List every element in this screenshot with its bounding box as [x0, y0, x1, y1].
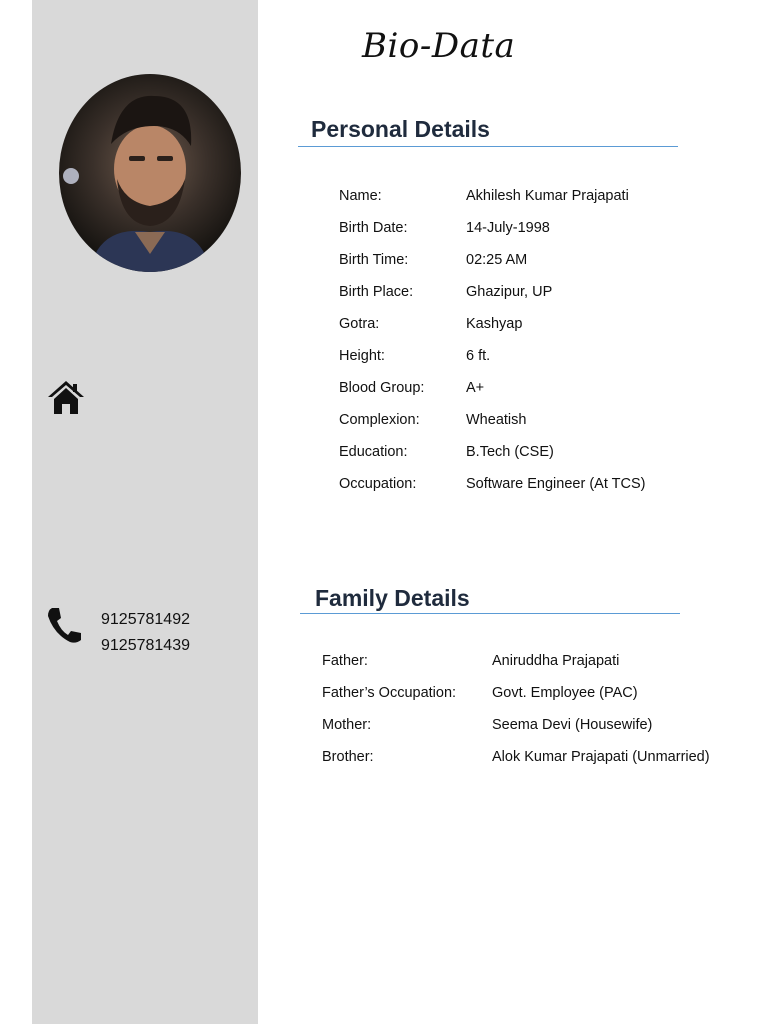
detail-label: Complexion: [339, 412, 420, 428]
detail-value: Govt. Employee (PAC) [492, 685, 638, 701]
detail-label: Occupation: [339, 476, 417, 492]
detail-label: Name: [339, 188, 382, 204]
profile-photo [59, 74, 241, 272]
detail-label: Brother: [322, 749, 374, 765]
detail-label: Father’s Occupation: [322, 685, 457, 701]
detail-label: Mother: [322, 717, 372, 733]
detail-value: 14-July-1998 [466, 220, 550, 236]
detail-value: Kashyap [466, 316, 523, 332]
family-details-heading: Family Details [315, 585, 470, 611]
personal-details-heading: Personal Details [311, 116, 490, 142]
phone-numbers [101, 607, 190, 659]
phone-number: 9125781439 [101, 637, 190, 654]
detail-value: Software Engineer (At TCS) [466, 476, 646, 492]
detail-value: A+ [466, 380, 485, 396]
detail-value: Aniruddha Prajapati [492, 653, 620, 669]
detail-label: Birth Place: [339, 284, 414, 300]
detail-label: Father: [322, 653, 368, 669]
detail-value: Ghazipur, UP [466, 284, 553, 300]
detail-value: 02:25 AM [466, 252, 528, 268]
detail-value: Wheatish [466, 412, 527, 428]
page-title: Bio-Data [362, 26, 516, 66]
profile-photo-illustration [59, 74, 241, 272]
detail-label: Blood Group: [339, 380, 425, 396]
detail-value: Seema Devi (Housewife) [492, 717, 653, 733]
detail-label: Height: [339, 348, 385, 364]
detail-label: Gotra: [339, 316, 380, 332]
phone-number: 9125781492 [101, 611, 190, 628]
family-details-rule [300, 613, 680, 614]
phone-icon [46, 606, 82, 644]
detail-value: Alok Kumar Prajapati (Unmarried) [492, 749, 710, 765]
detail-value: Akhilesh Kumar Prajapati [466, 188, 629, 204]
home-icon [46, 378, 86, 416]
personal-details-rule [298, 146, 678, 147]
detail-label: Education: [339, 444, 408, 460]
detail-value: B.Tech (CSE) [466, 444, 554, 460]
detail-label: Birth Time: [339, 252, 409, 268]
detail-value: 6 ft. [466, 348, 491, 364]
detail-label: Birth Date: [339, 220, 408, 236]
